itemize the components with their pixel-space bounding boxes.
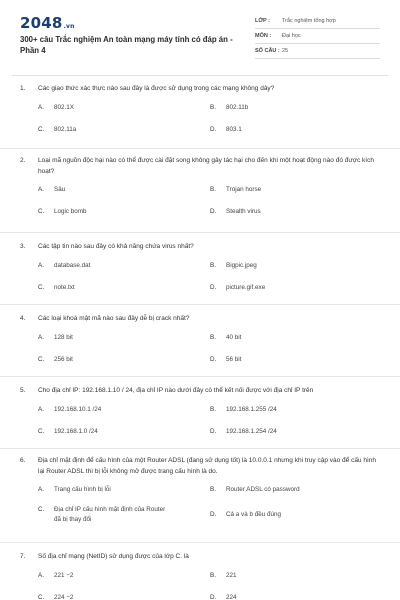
option-letter: C. [38,506,45,513]
option-c[interactable] [38,427,204,437]
option-text: Trang cấu hình bị lỗi [54,486,111,493]
option-a[interactable] [38,571,204,581]
question-number: 5. [20,387,26,394]
option-text: 803.1 [226,126,242,133]
option-c[interactable] [38,207,204,217]
question-heading [20,155,380,177]
option-a[interactable] [38,185,204,195]
option-letter: D. [210,284,217,291]
site-logo[interactable] [20,14,75,32]
option-b[interactable] [210,405,376,415]
option-letter: D. [210,511,217,518]
meta-value: Trắc nghiệm tổng hợp [282,18,336,24]
question-text: Các giao thức xác thực nào sau đây là được sử dụng trong các mạng không dây? [38,85,275,92]
option-letter: A. [38,262,44,269]
option-d[interactable] [210,355,376,365]
option-a[interactable] [38,333,204,343]
question-heading [20,455,380,477]
option-d[interactable] [210,510,376,520]
logo-text: 2048 [20,14,63,32]
option-text: Cả a và b đều đúng [226,511,281,518]
option-text: 128 bit [54,334,73,341]
meta-row-class [255,14,380,29]
option-letter: A. [38,334,44,341]
option-letter: C. [38,594,45,600]
option-text: 256 bit [54,356,73,363]
question-text: Các loại khoá mật mã nào sau đây dễ bị crack nhất? [38,315,190,322]
option-letter: A. [38,104,44,111]
option-letter: D. [210,428,217,435]
option-text: database.dat [54,262,91,269]
option-letter: B. [210,572,216,579]
document-header [0,0,400,72]
question-number: 3. [20,243,26,250]
option-letter: D. [210,208,217,215]
option-letter: D. [210,356,217,363]
option-text: 192.168.1.255 /24 [226,406,277,413]
question-heading [20,313,380,324]
option-letter: B. [210,334,216,341]
option-text: note.txt [54,284,75,291]
question-text: Số địa chỉ mạng (NetID) sử dụng được của lớp C. là [38,553,189,560]
meta-row-count [255,44,380,59]
option-text: Logic bomb [54,208,87,215]
question-7 [0,543,400,600]
question-text: Loại mã nguồn độc hại nào có thể được cài đặt song không gây tác hại cho đến khi một hoạt động nào đó được kích hoạt? [38,157,374,175]
option-c[interactable] [38,283,204,293]
meta-value: 25 [282,48,289,54]
question-number: 7. [20,553,26,560]
question-number: 2. [20,157,26,164]
question-number: 6. [20,457,26,464]
option-c[interactable] [38,505,169,524]
option-text: 802.11b [226,104,249,111]
option-b[interactable] [210,185,376,195]
question-list [0,75,400,600]
logo-suffix: .vn [63,23,75,30]
question-text: Địa chỉ mặt định để cấu hình của một Router ADSL (đang sử dụng tốt) là 10.0.0.1 nhưng khi truy cập vào để cấu hình lại Router ADSL thì bị lỗi không mở được trang cấu hình là do. [38,457,376,475]
question-heading [20,385,380,396]
meta-key: MÔN : [255,33,272,39]
option-text: 221 −2 [54,572,74,579]
option-a[interactable] [38,485,204,495]
question-4 [0,305,400,377]
option-b[interactable] [210,333,376,343]
option-letter: D. [210,126,217,133]
option-d[interactable] [210,427,376,437]
option-b[interactable] [210,103,376,113]
meta-key: LỚP : [255,18,270,24]
option-letter: A. [38,486,44,493]
option-letter: B. [210,262,216,269]
option-letter: C. [38,208,45,215]
option-text: Router ADSL có password [226,486,300,493]
option-c[interactable] [38,355,204,365]
option-letter: C. [38,356,45,363]
option-text: picture.gif.exe [226,284,266,291]
option-letter: C. [38,126,45,133]
option-text: 221 [226,572,237,579]
meta-value: Đại học [282,33,301,39]
option-text: Stealth virus [226,208,261,215]
option-text: 192.168.1.254 /24 [226,428,277,435]
question-heading [20,241,380,252]
question-3 [0,233,400,305]
option-letter: C. [38,284,45,291]
page-title: 300+ câu Trắc nghiệm An toàn mạng máy tính có đáp án - Phần 4 [20,35,233,55]
option-letter: B. [210,104,216,111]
option-text: 40 bit [226,334,242,341]
option-text: 802.1X [54,104,74,111]
option-b[interactable] [210,485,376,495]
option-d[interactable] [210,283,376,293]
option-b[interactable] [210,571,376,581]
option-letter: A. [38,406,44,413]
meta-box [255,14,380,59]
option-c[interactable] [38,593,204,600]
question-number: 4. [20,315,26,322]
meta-key: SỐ CÂU : [255,48,280,54]
question-text: Cho địa chỉ IP: 192.168.1.10 / 24, địa chỉ IP nào dưới đây có thể kết nối được với địa chỉ IP trên [38,387,314,394]
option-text: 192.168.10.1 /24 [54,406,102,413]
option-letter: A. [38,572,44,579]
option-letter: B. [210,406,216,413]
option-letter: C. [38,428,45,435]
option-text: Địa chỉ IP cấu hình mặt định của Router đã bị thay đổi [54,506,166,523]
question-heading [20,83,380,94]
option-letter: B. [210,186,216,193]
option-text: 56 bit [226,356,242,363]
option-letter: A. [38,186,44,193]
option-text: 224 [226,594,237,600]
question-number: 1. [20,85,26,92]
option-text: Trojan horse [226,186,262,193]
option-text: 802.11a [54,126,77,133]
option-d[interactable] [210,207,376,217]
option-d[interactable] [210,125,376,135]
option-a[interactable] [38,261,204,271]
option-text: Bigpic.jpeg [226,262,257,269]
meta-row-subject [255,29,380,44]
question-6 [0,449,400,543]
option-a[interactable] [38,103,204,113]
option-text: Sâu [54,186,66,193]
question-heading [20,551,380,562]
option-b[interactable] [210,261,376,271]
option-d[interactable] [210,593,376,600]
question-2 [0,149,400,233]
option-letter: B. [210,486,216,493]
question-5 [0,377,400,449]
option-a[interactable] [38,405,204,415]
option-c[interactable] [38,125,204,135]
option-text: 224 −2 [54,594,74,600]
option-text: 192.168.1.0 /24 [54,428,98,435]
option-letter: D. [210,594,217,600]
question-1 [0,75,400,149]
question-text: Các tập tin nào sau đây có khả năng chứa virus nhất? [38,243,194,250]
